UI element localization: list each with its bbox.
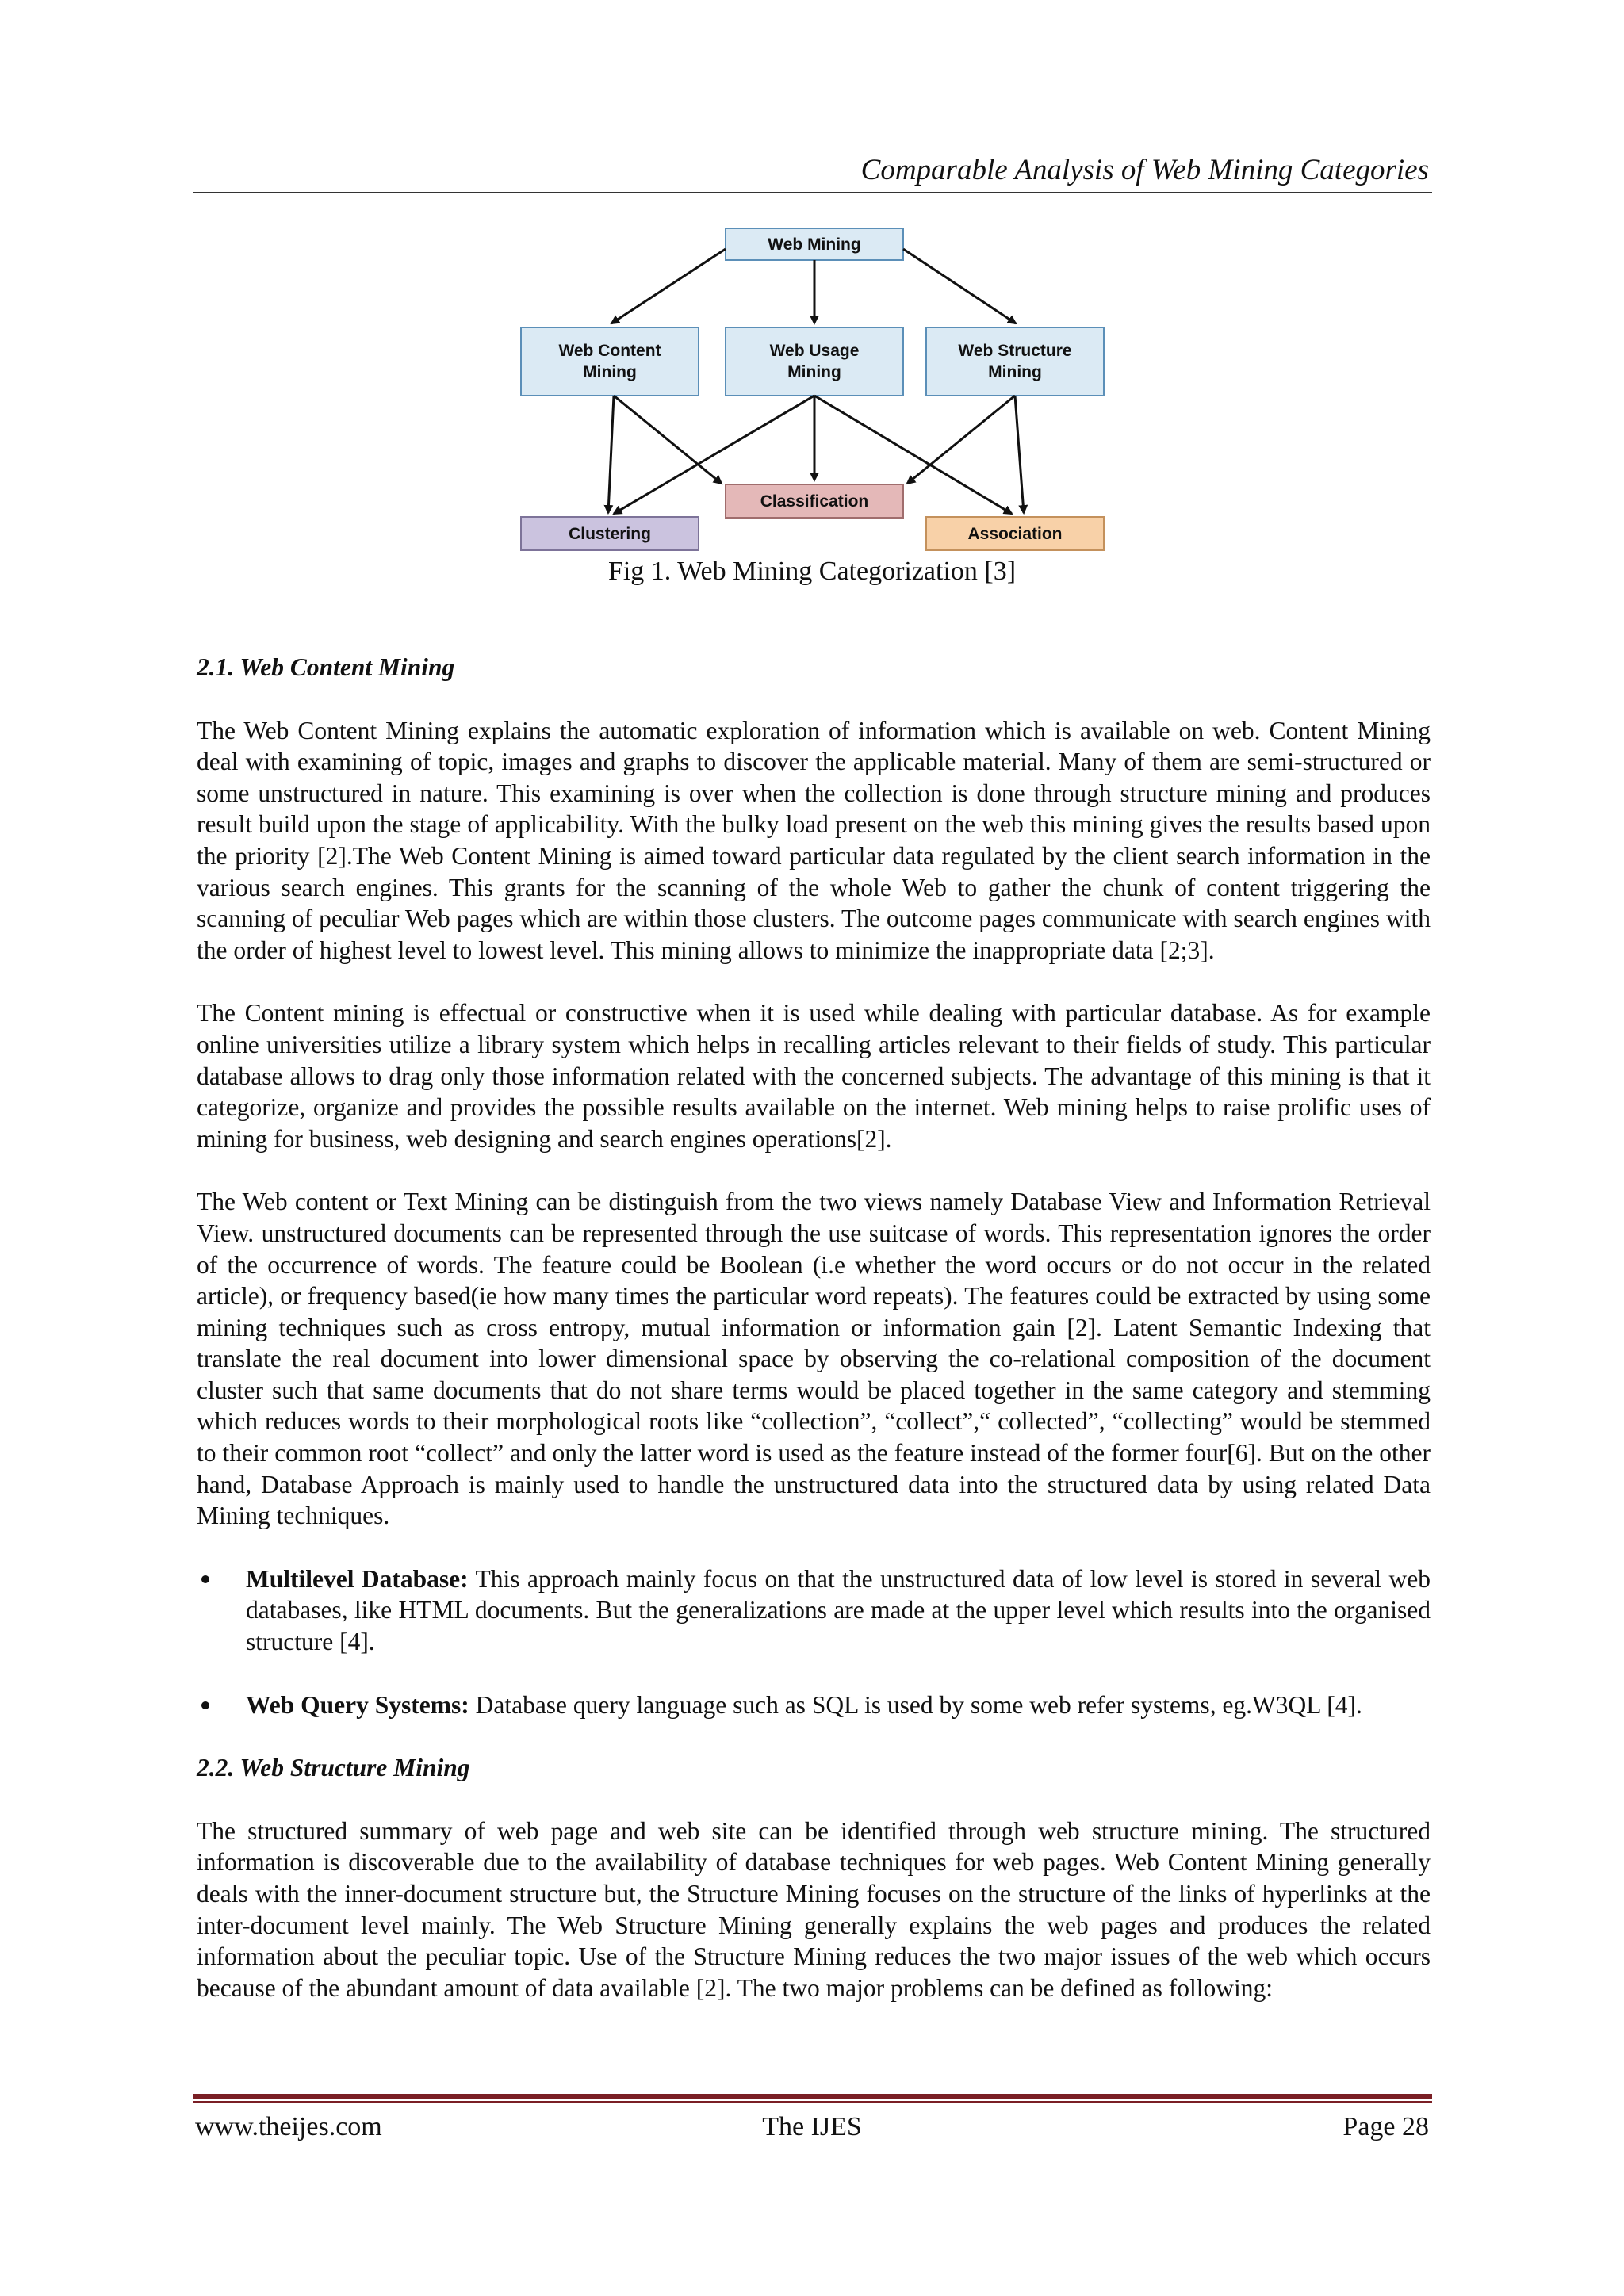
section-heading-web-content-mining: 2.1. Web Content Mining — [197, 653, 455, 681]
web-structure-mining-label-line1: Web Structure — [958, 342, 1072, 360]
paragraph: The structured summary of web page and web site can be identified through web structure mining. The structured information is discoverable due to the availability of database techniques for web pages. Web Content Mining generally deals with the inner-document structure but, the Structure Mining focuses on the structure of the links of hyperlinks at the inter-document level mainly. The Web Structure Mining generally explains the web pages and produces the related information about the peculiar topic. Use of the Structure Mining reduces the two major issues of the web which occurs because of the abundant amount of data available [2]. The two major problems can be defined as following: — [197, 1816, 1431, 2002]
web-mining-label: Web Mining — [768, 235, 861, 254]
bullet-item-multilevel-database — [197, 1563, 1431, 1658]
arrow-root-to-structure — [903, 249, 1016, 323]
association-label: Association — [967, 525, 1063, 543]
arrow-content-to-classification — [614, 396, 722, 484]
web-structure-mining-label-line2: Mining — [988, 363, 1042, 381]
bullet-term: Multilevel Database: — [246, 1564, 469, 1593]
arrow-structure-to-association — [1015, 396, 1024, 513]
paragraph: The Content mining is effectual or constructive when it is used while dealing with particular database. As for example online universities utilize a library system which helps in recalling articles relevant to their fields of study. This particular database allows to drag only those information related with the concerned subjects. The advantage of this mining is that it categorize, organize and provides the possible results available on the internet. Web mining helps to raise prolific uses of mining for business, web designing and search engines operations[2]. — [197, 999, 1431, 1153]
web-usage-mining-label-line2: Mining — [787, 363, 841, 381]
footer-page-number: Page 28 — [1342, 2112, 1429, 2141]
bullet-icon — [201, 1701, 209, 1709]
running-header-title: Comparable Analysis of Web Mining Categories — [860, 154, 1429, 186]
web-usage-mining-label-line1: Web Usage — [769, 342, 860, 360]
footer-journal: The IJES — [762, 2112, 862, 2141]
classification-label: Classification — [760, 492, 869, 511]
bullet-list — [197, 1563, 1431, 1720]
arrow-structure-to-classification — [907, 396, 1015, 484]
paragraph: The Web content or Text Mining can be distinguish from the two views namely Database View and Information Retrieval View. unstructured documents can be represented through the use suitcase of words. This representation ignores the order of the occurrence of words. The feature could be Boolean (i.e whether the word occurs or do not occur in the related article), or frequency based(ie how many times the particular word repeats). The features could be extracted by using some mining techniques such as cross entropy, mutual information or information gain [2]. Latent Semantic Indexing that translate the real document into lower dimensional space by observing the co-relational composition of the document cluster such that same documents that do not share terms would be placed together in the same category and stemming which reduces words to their morphological roots like “collection”, “collect”,“ collected”, “collecting” would be stemmed to their common root “collect” and only the latter word is used as the feature instead of the former four[6]. But on the other hand, Database Approach is mainly used to handle the unstructured data into the structured data by using related Data Mining techniques. — [197, 1188, 1431, 1530]
bullet-text: This approach mainly focus on that the unstructured data of low level is stored in several web databases, like HTML documents. But the generalizations are made at the upper level which results into the organised structure [4]. — [246, 1564, 1431, 1656]
web-content-mining-box — [521, 327, 699, 396]
web-usage-mining-box — [726, 327, 903, 396]
web-structure-mining-box — [926, 327, 1104, 396]
paragraph: The Web Content Mining explains the automatic exploration of information which is available on web. Content Mining deal with examining of topic, images and graphs to discover the applicable material. Many of them are semi-structured or some unstructured in nature. This examining is over when the collection is done through structure mining and produces result build upon the stage of applicability. With the bulky load present on the web this mining gives the results based upon the priority [2].The Web Content Mining is aimed toward particular data regulated by the client search information in the various search engines. This grants for the scanning of the whole Web to gather the chunk of content triggering the scanning of peculiar Web pages which are within those clusters. The outcome pages communicate with search engines with the order of highest level to lowest level. This mining allows to minimize the inappropriate data [2;3]. — [197, 716, 1431, 964]
clustering-label: Clustering — [569, 525, 651, 543]
page-footer — [195, 2109, 1429, 2145]
arrow-root-to-content — [611, 249, 726, 323]
bullet-icon — [201, 1575, 209, 1583]
footer-rule-thick — [193, 2094, 1432, 2099]
bullet-term: Web Query Systems: — [246, 1690, 469, 1719]
bullet-item-web-query-systems — [197, 1689, 1431, 1721]
arrow-content-to-clustering — [608, 396, 614, 513]
web-content-mining-label-line1: Web Content — [558, 342, 661, 360]
section-heading-web-structure-mining: 2.2. Web Structure Mining — [197, 1754, 470, 1782]
web-mining-categorization-figure — [508, 222, 1126, 571]
bullet-text: Database query language such as SQL is used by some web refer systems, eg.W3QL [4]. — [469, 1690, 1362, 1719]
footer-rule-thin — [193, 2101, 1432, 2103]
main-content — [197, 652, 1431, 2003]
header-rule — [193, 192, 1432, 193]
figure-caption: Fig 1. Web Mining Categorization [3] — [607, 557, 1017, 586]
web-mining-diagram — [508, 222, 1126, 571]
footer-website: www.theijes.com — [195, 2112, 382, 2141]
web-content-mining-label-line2: Mining — [583, 363, 637, 381]
